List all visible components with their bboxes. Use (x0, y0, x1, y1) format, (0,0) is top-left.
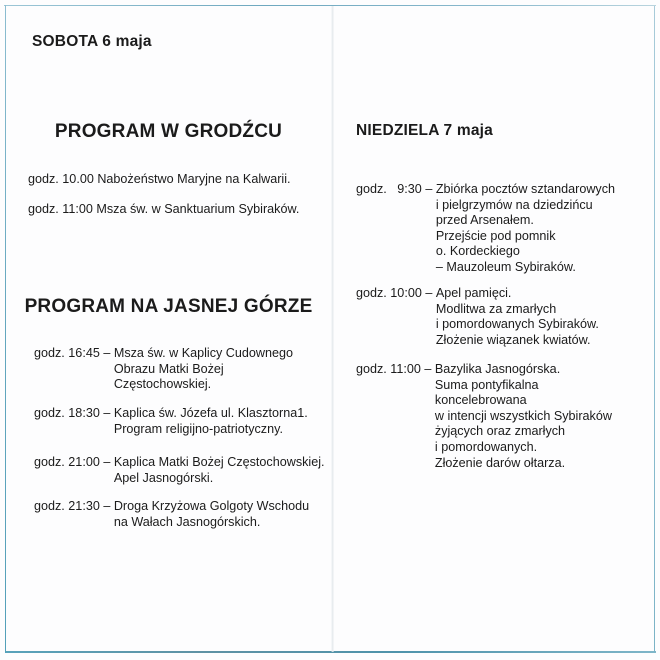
schedule-entry (28, 172, 291, 188)
entry-time: godz. 11:00 – (356, 362, 432, 376)
entry-text: Msza św. w Kaplicy Cudownego Obrazu Matki Bożej Częstochowskiej. (113, 346, 294, 392)
entry-time: godz. 18:30 – (34, 406, 111, 420)
section-title-jasna-gora: PROGRAM NA JASNEJ GÓRZE (24, 296, 313, 317)
right-page-panel (338, 0, 654, 660)
schedule-entry (356, 362, 612, 471)
schedule-entry (34, 455, 325, 486)
schedule-entry (28, 202, 299, 218)
entry-time: godz. 9:30 – (356, 182, 433, 196)
entry-text: Droga Krzyżowa Golgoty Wschodu na Wałach Jasnogórskich. (113, 499, 310, 529)
entry-time: godz. 11:00 (28, 202, 93, 216)
entry-time: godz. 16:45 – (34, 346, 111, 360)
entry-text: Kaplica Matki Bożej Częstochowskiej. Apel Jasnogórski. (113, 455, 325, 485)
entry-text: Apel pamięci. Modlitwa za zmarłych i pomordowanych Sybiraków. Złożenie wiązanek kwiatów. (435, 286, 599, 347)
sunday-day-title: NIEDZIELA 7 maja (356, 122, 493, 139)
entry-time: godz. 21:30 – (34, 499, 111, 513)
schedule-entry (356, 182, 615, 276)
schedule-entry (34, 346, 293, 393)
schedule-entry (34, 406, 308, 437)
scan-border-right (654, 6, 655, 652)
entry-text: Nabożeństwo Maryjne na Kalwarii. (97, 172, 291, 186)
entry-text: Zbiórka pocztów sztandarowych i pielgrzymów na dziedzińcu przed Arsenałem. Przejście pod pomnik o. Kordeckiego – Mauzoleum Sybiraków. (435, 182, 616, 274)
saturday-day-title: SOBOTA 6 maja (32, 33, 152, 50)
entry-text: Bazylika Jasnogórska. Suma pontyfikalna koncelebrowana w intencji wszystkich Sybiraków żyjących oraz zmarłych i pomordowanych. Złożenie darów ołtarza. (434, 362, 612, 470)
entry-text: Kaplica św. Józefa ul. Klasztorna1. Program religijno-patriotyczny. (113, 406, 308, 436)
entry-time: godz. 21:00 – (34, 455, 111, 469)
entry-time: godz. 10.00 (28, 172, 94, 186)
page-fold-crease (331, 6, 334, 652)
left-page-panel (6, 0, 331, 660)
section-title-grodziec: PROGRAM W GRODŹCU (54, 121, 283, 142)
entry-time: godz. 10:00 – (356, 286, 433, 300)
entry-text: Msza św. w Sanktuarium Sybiraków. (96, 202, 300, 216)
schedule-entry (34, 499, 309, 530)
schedule-entry (356, 286, 599, 348)
